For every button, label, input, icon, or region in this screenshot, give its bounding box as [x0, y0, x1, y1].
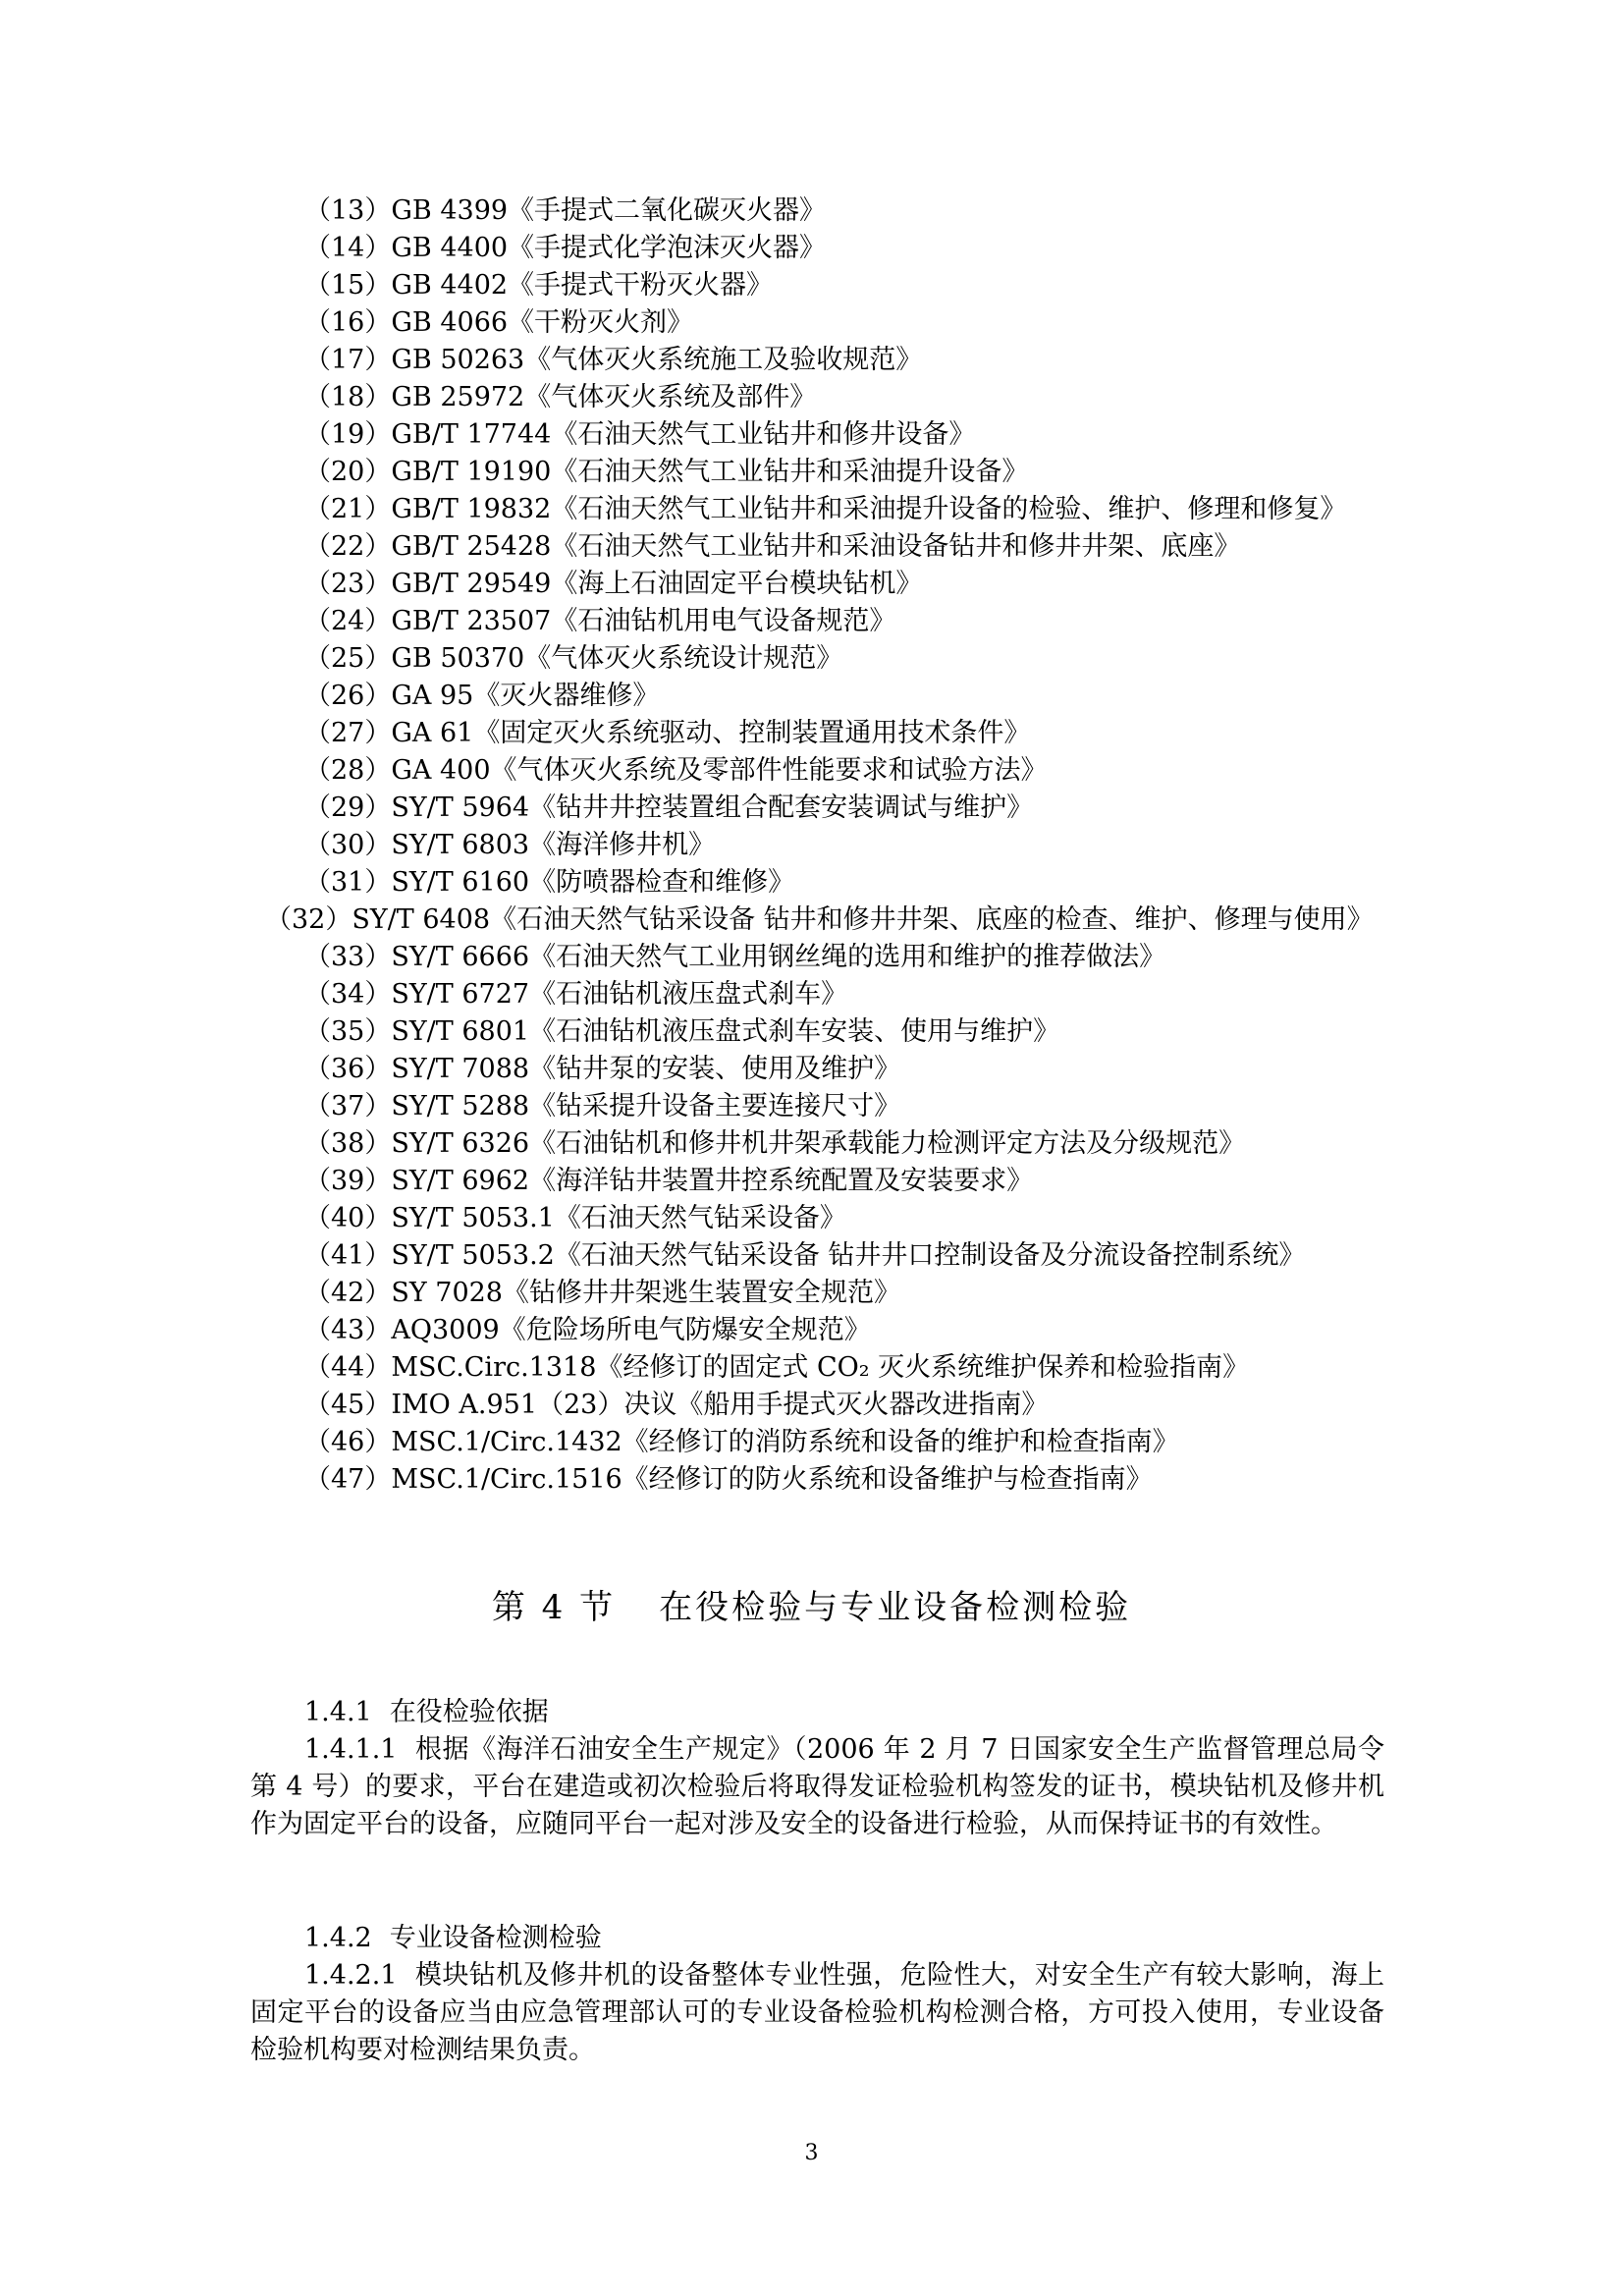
list-item: （27）GA 61《固定灭火系统驱动、控制装置通用技术条件》	[304, 718, 1031, 748]
list-item: （31）SY/T 6160《防喷器检查和维修》	[304, 867, 795, 898]
list-item: （32）SY/T 6408《石油天然气钻采设备 钻井和修井井架、底座的检查、维护、修理与使用》	[265, 904, 1374, 935]
list-item: （41）SY/T 5053.2《石油天然气钻采设备 钻井井口控制设备及分流设备控制系统》	[304, 1240, 1306, 1271]
clause-title: 在役检验依据	[389, 1697, 549, 1727]
list-item: （20）GB/T 19190《石油天然气工业钻井和采油提升设备》	[304, 457, 1029, 487]
list-item: （23）GB/T 29549《海上石油固定平台模块钻机》	[304, 569, 923, 599]
list-item: （15）GB 4402《手提式干粉灭火器》	[304, 270, 774, 301]
list-item: （33）SY/T 6666《石油天然气工业用钢丝绳的选用和维护的推荐做法》	[304, 942, 1166, 972]
section-label: 第 4 节	[491, 1588, 617, 1627]
section-title: 在役检验与专业设备检测检验	[659, 1588, 1132, 1627]
list-item: （13）GB 4399《手提式二氧化碳灭火器》	[304, 195, 827, 226]
list-item: （18）GB 25972《气体灭火系统及部件》	[304, 382, 817, 412]
list-item: （22）GB/T 25428《石油天然气工业钻井和采油设备钻井和修井井架、底座》	[304, 531, 1241, 562]
reference-standards-list	[265, 192, 1394, 1499]
list-item: （35）SY/T 6801《石油钻机液压盘式刹车安装、使用与维护》	[304, 1016, 1060, 1047]
clause-heading-1-4-2	[304, 1920, 602, 1957]
clause-number: 1.4.1	[304, 1697, 372, 1727]
list-item: （44）MSC.Circ.1318《经修订的固定式 CO₂ 灭火系统维护保养和检验指南》	[304, 1352, 1250, 1383]
list-item: （26）GA 95《灭火器维修》	[304, 681, 660, 711]
list-item: （29）SY/T 5964《钻井井控装置组合配套安装调试与维护》	[304, 793, 1034, 823]
list-item: （37）SY/T 5288《钻采提升设备主要连接尺寸》	[304, 1091, 901, 1121]
clause-title: 专业设备检测检验	[389, 1923, 602, 1953]
list-item: （45）IMO A.951（23）决议《船用手提式灭火器改进指南》	[304, 1390, 1049, 1420]
list-item: （21）GB/T 19832《石油天然气工业钻井和采油提升设备的检验、维护、修理和修复》	[304, 494, 1347, 524]
list-item: （28）GA 400《气体灭火系统及零部件性能要求和试验方法》	[304, 755, 1048, 786]
list-item: （25）GB 50370《气体灭火系统设计规范》	[304, 643, 843, 674]
page-number: 3	[804, 2141, 819, 2165]
list-item: （43）AQ3009《危险场所电气防爆安全规范》	[304, 1315, 871, 1345]
list-item: （30）SY/T 6803《海洋修井机》	[304, 830, 716, 860]
list-item: （40）SY/T 5053.1《石油天然气钻采设备》	[304, 1203, 846, 1233]
section-heading	[0, 1583, 1623, 1632]
list-item: （34）SY/T 6727《石油钻机液压盘式刹车》	[304, 979, 848, 1010]
paragraph-1-4-1-1	[250, 1731, 1384, 1843]
clause-heading-1-4-1	[304, 1694, 549, 1731]
paragraph-number: 1.4.2.1	[304, 1960, 398, 1991]
list-item: （16）GB 4066《干粉灭火剂》	[304, 307, 694, 338]
list-item: （36）SY/T 7088《钻井泵的安装、使用及维护》	[304, 1054, 901, 1084]
list-item: （47）MSC.1/Circ.1516《经修订的防火系统和设备维护与检查指南》	[304, 1464, 1153, 1495]
list-item: （42）SY 7028《钻修井井架逃生装置安全规范》	[304, 1278, 900, 1308]
list-item: （39）SY/T 6962《海洋钻井装置井控系统配置及安装要求》	[304, 1166, 1034, 1196]
paragraph-text: 根据《海洋石油安全生产规定》（2006 年 2 月 7 日国家安全生产监督管理总局令第 4 号）的要求，平台在建造或初次检验后将取得发证检验机构签发的证书，模块钻机及修井机作为固定平台的设备，应随同平台一起对涉及安全的设备进行检验，从而保持证书的有效性。	[250, 1734, 1384, 1839]
list-item: （24）GB/T 23507《石油钻机用电气设备规范》	[304, 606, 896, 636]
paragraph-1-4-2-1	[250, 1957, 1384, 2069]
clause-number: 1.4.2	[304, 1923, 372, 1953]
list-item: （17）GB 50263《气体灭火系统施工及验收规范》	[304, 345, 923, 375]
list-item: （38）SY/T 6326《石油钻机和修井机井架承载能力检测评定方法及分级规范》	[304, 1128, 1246, 1159]
list-item: （19）GB/T 17744《石油天然气工业钻井和修井设备》	[304, 419, 976, 450]
list-item: （14）GB 4400《手提式化学泡沫灭火器》	[304, 233, 827, 263]
list-item: （46）MSC.1/Circ.1432《经修订的消防系统和设备的维护和检查指南》	[304, 1427, 1179, 1457]
paragraph-text: 模块钻机及修井机的设备整体专业性强，危险性大，对安全生产有较大影响，海上固定平台的设备应当由应急管理部认可的专业设备检验机构检测合格，方可投入使用，专业设备检验机构要对检测结果负责。	[250, 1960, 1384, 2065]
paragraph-number: 1.4.1.1	[304, 1734, 398, 1765]
